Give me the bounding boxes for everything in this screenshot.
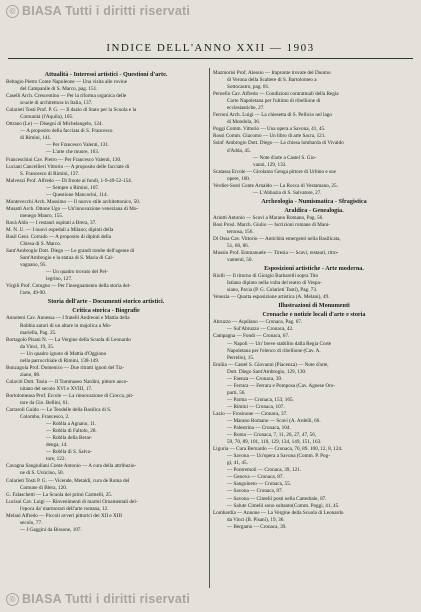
index-entry: — Per Francesco Valenti, 131.: [46, 142, 110, 149]
index-entry: d'Adda, 45.: [227, 147, 251, 154]
index-entry: Virgili Prof. Cotugno — Per l'insegnamento della storia del-: [6, 283, 131, 290]
index-entry: — Rimini — Cronaca, 107.: [227, 403, 285, 410]
index-entry: Montevecchi Arch. Massimo — Il nuovo stile architettonico, 50.: [6, 198, 141, 205]
index-entry: Venezia — Quarta esposizione artistica (A. Melani), 49.: [213, 294, 330, 301]
index-entry: Beltagio Pietro Conte Napoleone — Una visita alle rovine: [6, 79, 128, 85]
index-entry: — Pontremoli — Cronaca, 39, 121.: [227, 467, 302, 474]
index-entry: menego Mauro, 155.: [20, 212, 64, 219]
index-entry: — Palestrina — Cronaca, 104.: [227, 425, 291, 432]
watermark-top: [6, 4, 190, 18]
index-entry: Luciani Cancellieri Vittorio — A proposito delle facciate di: [6, 163, 130, 170]
index-entry: Riolli — Il ritorno di Giorgio Barbarelli sopra Tito: [213, 273, 319, 280]
index-entry: Malvezzi Prof. Alfredo — Di fronte ai fondi, 1-9-49-52-154.: [6, 177, 133, 184]
watermark-top-text: BIASA Tutti i diritti riservati: [22, 4, 191, 18]
section-heading: Esposizioni artistiche - Arte moderna.: [264, 265, 364, 273]
section-heading: Illustrazioni di Monumenti: [278, 302, 350, 310]
index-entry: — L'Abbazia di S. Salvatore, 27.: [253, 189, 322, 196]
index-entry: Musatti Arch. Ottone Ugo — Un'innovazione veneziana di Mo-: [6, 205, 139, 212]
index-entry: — Ferrara — Ferrara e Pomposa (Cav. Agnese Oro-: [227, 382, 336, 389]
index-entry: Ferroni Arch. Luigi — La chiesetta di S. Pellicio nel lago: [213, 112, 332, 119]
index-entry: Sant'Ambrogio Dott. Diego — Le grandi tombe dell'agente di: [6, 248, 135, 255]
index-entry: Carraroli Guido — Le Teodelle della Basilica di S.: [6, 407, 112, 414]
index-entry: Comune di Blera, 120.: [20, 484, 68, 491]
index-entry: Franceschini Cav. Pietro — Per Francesco Valenti, 130.: [6, 156, 122, 163]
index-entry: Chiesa di S. Marco.: [20, 241, 62, 248]
index-entry: Scatassa Ercole — Girolamo Genga pittore di Urbino e sue: [213, 168, 336, 175]
index-entry: M. N. U. — I nuovi ospedali a Milano; dipinti della: [6, 226, 114, 233]
index-entry: — L'arte che muore, 163.: [46, 149, 100, 156]
page-title: INDICE DELL'ANNO XXII — 1903: [106, 42, 315, 54]
index-entry: — I Gaggini da Bissone, 107.: [20, 526, 82, 533]
index-entry: da Vinci (B. Pisani), 19, 36.: [227, 516, 285, 523]
index-entry: vanni, 129, 133.: [253, 161, 287, 168]
index-entry: Ottrano (Le) — Disegni di Michelangelo, 124.: [6, 121, 103, 128]
index-entry: l'arte, 49-90.: [20, 290, 47, 297]
index-entry: G. Falaschetti — La Scuola dei primi Carmelli, 25.: [6, 491, 113, 498]
section-heading: Attualità - Interessi artistici - Questioni d'arte.: [44, 71, 168, 78]
index-entry: — Faenza — Cronaca, 39.: [227, 375, 283, 382]
index-entry: gi, 41, 45.: [227, 460, 248, 467]
index-entry: 59, 70, 89, 101, 110, 129, 134, 149, 151, 163.: [227, 439, 322, 446]
copyright-icon: ©: [6, 5, 19, 18]
index-entry: Pernello Cav. Alfredo — Condizioni contrattuali della Regia: [213, 91, 339, 98]
index-entry: Campagna — Fondi — Cronaca, 67.: [213, 333, 290, 340]
index-entry: vamenti, 50.: [227, 257, 253, 264]
title-rule: [8, 58, 413, 59]
index-entry: Lazio — Frosinone — Cronaca, 37.: [213, 410, 288, 417]
index-entry: Bosi Prosl. March. Giulio — Iscrizioni romane di Mani-: [213, 221, 330, 228]
index-entry: tore da Gio. Bellini, 61.: [20, 400, 70, 407]
index-entry: Perrello), 15.: [227, 354, 255, 361]
watermark-bottom-text: BIASA Tutti i diritti riservati: [22, 592, 191, 606]
index-entry: ecclesiastiche, 27.: [227, 105, 265, 112]
index-entry: — Bergamo — Cronaca, 39.: [227, 523, 287, 530]
index-entry: Poggi Comm. Vittorio — Una opera a Savona, 41, 45.: [213, 126, 326, 133]
index-entry: Colarieti Tosti P. G. — Vicende, Metaldi, cura de Roma del: [6, 477, 130, 484]
index-entry: scuole di architettura in Italia, 137.: [20, 100, 93, 107]
index-entry: parti, 56.: [227, 389, 246, 396]
index-entry: Sottocastro, pag. 81.: [227, 84, 270, 91]
index-entry: del Campanile di S. Marco, pag. 151.: [20, 86, 98, 93]
index-entry: Caselli Arch. Crescentino — Per la riforma organica delle: [6, 93, 127, 100]
index-entry: — Questione Mancorini, 114.: [46, 191, 108, 198]
index-entry: — Genova — Cronaca, 87.: [227, 474, 284, 481]
index-entry: Robbia autori di un altare in majolica a Mo-: [20, 322, 112, 329]
index-entry: Colaviti Dott. Tosin — Il Tommaseo Nardini, pittore anco-: [6, 378, 129, 385]
index-entry: 51, 68, 86.: [227, 243, 250, 250]
index-entry: nella parrocchiale di Rimini, 138-149.: [20, 357, 100, 364]
index-entry: Bortolomeasa Prof. Ercole — La rinnovazione di Ciocca, pit-: [6, 392, 134, 399]
index-entry: Cavagna Sangiuliani Conte Antonio — A cura della attribuzio-: [6, 463, 137, 470]
index-entry: — Sanguineto — Cronaca, 55.: [227, 481, 291, 488]
index-entry: — Roma — Cronaca, 7, 11, 26, 27, 47, 56,: [227, 432, 317, 439]
index-entry: Sant'Ambrogio e la statua di S. Maria di Cal-: [20, 255, 114, 262]
index-entry: Mazmorisi Prof. Alessio — Impronte trovate del Duomo: [213, 70, 331, 76]
index-entry: — Marano Romano — Scavi (A. Ardelli, 66.: [227, 418, 321, 425]
index-entry: Napoletana per l'elenco di ribellione (Cav. A.: [227, 347, 321, 354]
index-entry: — Un quadro trovato del Pel-: [46, 269, 108, 276]
copyright-icon: ©: [6, 593, 19, 606]
index-entry: secolo, 77.: [20, 519, 43, 526]
index-entry: Istiano dipinto nella volta del teatro di Vespa-: [227, 280, 322, 287]
index-entry: — Roblla di S. Salva-: [46, 449, 92, 456]
index-entry: Ravà Aldo — I restauri ospitati a Brera, 37.: [6, 219, 97, 226]
index-entry: l'epoca da' marmorari dell'arte romana, 12.: [20, 505, 109, 512]
index-entry: teronsa, 156.: [227, 228, 254, 235]
index-entry: — Roblla della Berar-: [46, 435, 93, 442]
index-entry: — Salute Cimelii sono soltanto(Comm. Poggi, 41, 45.: [227, 502, 340, 509]
index-entry: Rossi Comm. Giacomo — Un libro di arte Sacra, 121.: [213, 133, 326, 140]
index-entry: Lombardia — Annone — La Vergine della Scuola di Leonardo: [213, 509, 344, 516]
index-entry: Emilia — Castel S. Giovanni (Piacenza) — Note d'arte,: [213, 361, 329, 368]
index-entry: Ssinl' Ambrogio Dott. Diego — La chiesa lombarda di Vivaldo: [213, 140, 344, 147]
index-entry: — Note d'arte a Castel S. Gio-: [253, 154, 317, 161]
section-heading: Critica storica - Biografie: [72, 307, 140, 315]
index-entry: Melani Alfredo — Piccoli avveri pittorici dei XII e XIII: [6, 512, 122, 519]
index-entry: di Verona della Scaltere di S. Bartolomeo a: [227, 77, 317, 84]
left-column: [6, 70, 206, 585]
index-entry: — Sempre a Rimini, 107.: [46, 184, 100, 191]
index-entry: S. Francesco di Rimini, 137.: [20, 170, 80, 177]
index-entry: Dott. Diego Sant'Ambrogio, 129, 130.: [227, 368, 307, 375]
index-entry: di Rimini, 141.: [20, 135, 52, 142]
index-entry: — Sul'Abruzzo — Cronaca, 42.: [227, 326, 294, 333]
index-entry: — Savona — Un'opera a Savona (Comm. P. Pog-: [227, 453, 330, 460]
index-entry: — A proposito della facciata di S. Francesco: [20, 128, 113, 135]
section-heading: Storia dell'arte - Documenti storico artistici.: [47, 298, 165, 306]
column-divider: [209, 68, 210, 588]
index-entry: di Mondola, 36.: [227, 119, 261, 126]
section-heading: Archeologia - Numismatica - Sfragistica: [261, 197, 367, 205]
index-entry: Corte Napoletana per l'ultimo di ribellione di: [227, 98, 321, 105]
index-entry: Liguria — Cura Bernardo — Cronaca, 70, 89. 100, 12, 8, 124.: [213, 446, 343, 453]
index-entry: nitano del secolo XVI e XVIII, 17.: [20, 385, 93, 392]
index-entry: Annoteni Cav. Annessa — I fratelli Andreoni e Mattia della: [6, 315, 130, 322]
index-entry: Di Ossa Cav. Vittorio — Antichità emergenti nella Basilicata,: [213, 235, 341, 242]
index-entry: Ariotti Antonio — Scavi a Marano Romano, Pag. 56.: [213, 214, 324, 221]
index-entry: Colombo, Francesco, 2.: [20, 414, 70, 421]
index-entry: denga, 14.: [46, 442, 68, 449]
index-entry: — Savona — Cimelii posti nella Cattedrale, 87.: [227, 495, 327, 502]
right-column: [213, 70, 415, 585]
index-entry: Comunità (l'Aquila), 105.: [20, 114, 74, 121]
index-entry: Colarieti Tosti Prof. P. G. — Il dazio di Stato per la Scuola e la: [6, 107, 137, 114]
index-entry: da Vinci, 19, 35.: [20, 343, 55, 350]
index-entry: Basil Geni. Corrado — A proposito di dipinti della: [6, 234, 112, 241]
index-entry: siano, Pavia (P. G. Colarieti Tosti), Pag. 73.: [227, 287, 318, 294]
index-entry: tore, 122.: [46, 456, 66, 463]
index-entry: legrino, 127.: [46, 276, 73, 283]
index-entry: vagnano, 95.: [20, 262, 47, 269]
index-entry: — Roblla a Agnano, 11.: [46, 421, 97, 428]
index-entry: — Napoli — Un' breve stabilito dalla Regia Corte: [227, 340, 332, 347]
index-entry: ziano, 88.: [20, 371, 41, 378]
section-heading: Araldica - Genealogia.: [284, 206, 344, 214]
index-entry: — Savona — Cronaca, 87.: [227, 488, 283, 495]
section-heading: Cronache e notizie locali d'arte e storia: [262, 311, 366, 319]
index-entry: Mussio Prof. Emmanuele — Tiresia — Scavi, restauri, ritro-: [213, 250, 339, 257]
index-entry: — Un quadro ignoto di Mattia d'Oggiono: [20, 350, 107, 357]
index-entry: opere, 100.: [227, 175, 251, 182]
index-entry: — Roblla di Faltolo, 28.: [46, 428, 97, 435]
index-entry: — Parma — Cronaca, 153, 165.: [227, 396, 294, 403]
index-entry: ne di S. Ursicino, 50.: [20, 470, 64, 477]
index-entry: Bonzagola Prof. Domenico — Due ritratti ignoti del Tiz-: [6, 364, 124, 371]
index-entry: Verdier-Sosti Conte Arnaldo — La Rocca di Vestamano, 25.: [213, 182, 338, 189]
index-entry: Abruzzo — Aquilano — Cronaca, Pag. 67.: [213, 319, 303, 326]
index-entry: mariella, Pag. 25.: [20, 329, 57, 336]
index-entry: Lucisni Cav. Luigi — Rinvenimenti di marmi Ornamentali del-: [6, 498, 138, 505]
watermark-bottom: [6, 592, 190, 606]
index-entry: Bortagolo Pisani N. — La Vergine della Scuola di Leonardo: [6, 336, 131, 343]
